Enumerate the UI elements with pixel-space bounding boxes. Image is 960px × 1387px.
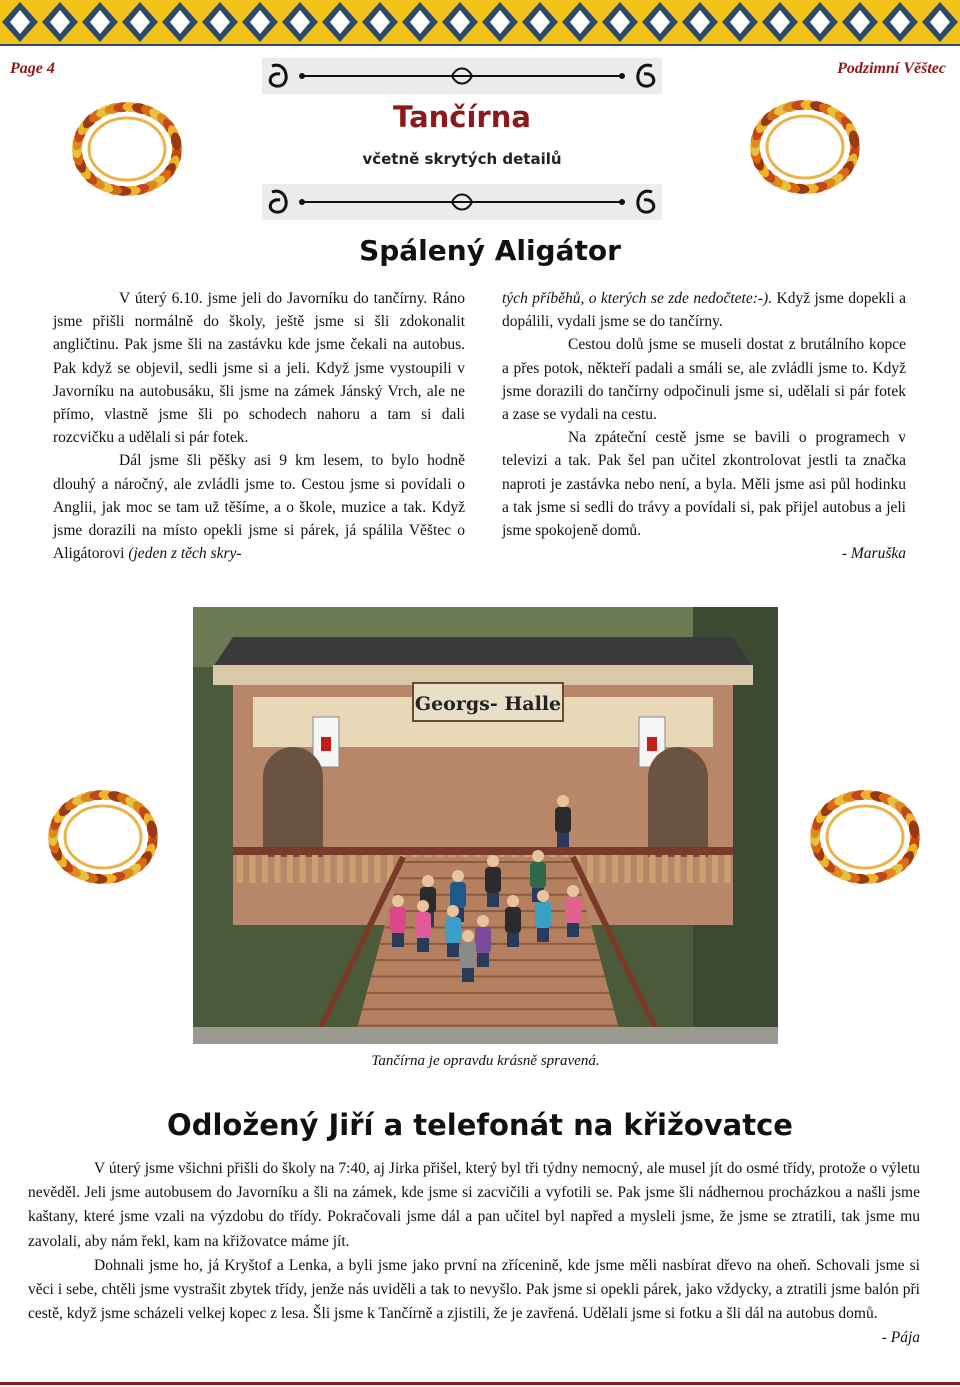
article1-right-column xyxy=(502,287,906,565)
autumn-leaf-wreath-icon xyxy=(740,92,870,202)
article1-left-column xyxy=(53,287,465,565)
article-title-spaleny-aligator: Spálený Aligátor xyxy=(359,234,621,267)
article1-paragraph xyxy=(502,287,906,333)
article2-body xyxy=(28,1157,920,1351)
photo-caption: Tančírna je opravdu krásně spravená. xyxy=(371,1053,600,1069)
autumn-leaf-wreath-icon xyxy=(800,782,930,892)
article1-paragraph: V úterý 6.10. jsme jeli do Javorníku do tančírny. Ráno jsme přišli normálně do školy, ještě jsme si šli zdokonalit angličtinu. Pak jsme šli na zastávku kde jsme čekali na autobus. Pak když se objevil, sedli jsme si a jeli. Když jsme vystoupili v Javorníku na autobusáku, šli jsme na zámek Jánský Vrch, ale ne přímo, vlastně jsme šli po schodech nahoru a tam si dali rozcvičku a udělali si pár fotek. xyxy=(53,290,465,447)
diamond-pattern-icon xyxy=(0,0,960,44)
article2-paragraph: V úterý jsme všichni přišli do školy na 7:40, aj Jirka přišel, který byl tři týdny nemocný, ale musel jít do osmé třídy, protože o výletu nevěděl. Jeli jsme autobusem do Javorníku a šli na zámek, kde jsme si zacvičili a vyfotili se. Pak jsme šli nádhernou procházkou a našli jsme kaštany, které jsme vzali na výzdobu do třídy. Pokračovali jsme dál a pan učitel byl napřed a mysleli jsme, že jsme se ztratili, tak jsme mu zavolali, aby nám řekl, kam na křižovatce máme jít. xyxy=(28,1160,920,1250)
dance-hall-photo xyxy=(193,607,778,1044)
article1-signature: - Maruška xyxy=(841,545,906,563)
autumn-leaf-wreath-icon xyxy=(38,782,168,892)
scroll-ornament-icon xyxy=(262,184,662,220)
section-title: Tančírna xyxy=(393,100,531,134)
article1-paragraph-text: Když jsme dopekli a dopálili, vydali jsme se do tančírny. xyxy=(502,290,906,331)
building-sign: Georgs- Halle xyxy=(414,693,562,715)
article1-paragraph: Cestou dolů jsme se museli dostat z brutálního kopce a přes potok, někteří padali a smáli se, ale zvládli jsme to. Když jsme dorazili do tančírny odpočinuli jsme si, udělali si pár fotek a zase se vydali na cestu. xyxy=(502,336,906,424)
publication-name: Podzimní Věštec xyxy=(837,60,946,77)
top-decorative-band xyxy=(0,0,960,46)
section-title-box xyxy=(262,58,662,220)
section-subtitle: včetně skrytých detailů xyxy=(362,150,562,168)
article1-paragraph xyxy=(53,449,465,565)
scroll-ornament-icon xyxy=(262,58,662,94)
article-title-odlozeny-jiri: Odložený Jiří a telefonát na křižovatce xyxy=(167,1108,793,1142)
bottom-divider xyxy=(0,1382,960,1385)
article1-italic-aside: tých příběhů, o kterých se zde nedočtete:-). xyxy=(502,290,773,307)
article2-signature: - Pája xyxy=(881,1329,920,1347)
article2-paragraph: Dohnali jsme ho, já Kryštof a Lenka, a byli jsme jako první na zřícenině, kde jsme měli nasbírat dřevo na oheň. Schovali jsme si věci i sebe, chtěli jsme vystrašit zbytek třídy, jenže nás uviděli a tak to nevyšlo. Pak jsme si opekli párek, jako vždycky, a ztratili jsme balón při cestě, když jsme scházeli velkej kopec z lesa. Šli jsme k Tančírně a zjistili, že je zavřená. Udělali jsme si fotku a šli dál na autobus domů. xyxy=(28,1256,920,1323)
article1-italic-aside: (jeden z těch skry- xyxy=(128,545,242,563)
autumn-leaf-wreath-icon xyxy=(62,94,192,204)
article1-paragraph: Na zpáteční cestě jsme se bavili o programech v televizi a tak. Pak šel pan učitel zkontrolovat jestli ta značka naproti je zastávka nebo není, a byla. Měli jsme asi půl hodinku a tak jsme si sedli do trávy a povídali si, pak přijel autobus a jeli jsme spokojeně domů. xyxy=(502,429,906,540)
page-number: Page 4 xyxy=(10,60,55,77)
article1-paragraph-text: Dál jsme šli pěšky asi 9 km lesem, to bylo hodně dlouhý a náročný, ale zvládli jsme to. Cestou jsme si povídali o Anglii, jak moc se tam už těšíme, a o škole, muzice a tak. Když jsme dorazili na místo opekli jsme si párek, já spálila Věštec o Aligátorovi xyxy=(53,452,465,563)
